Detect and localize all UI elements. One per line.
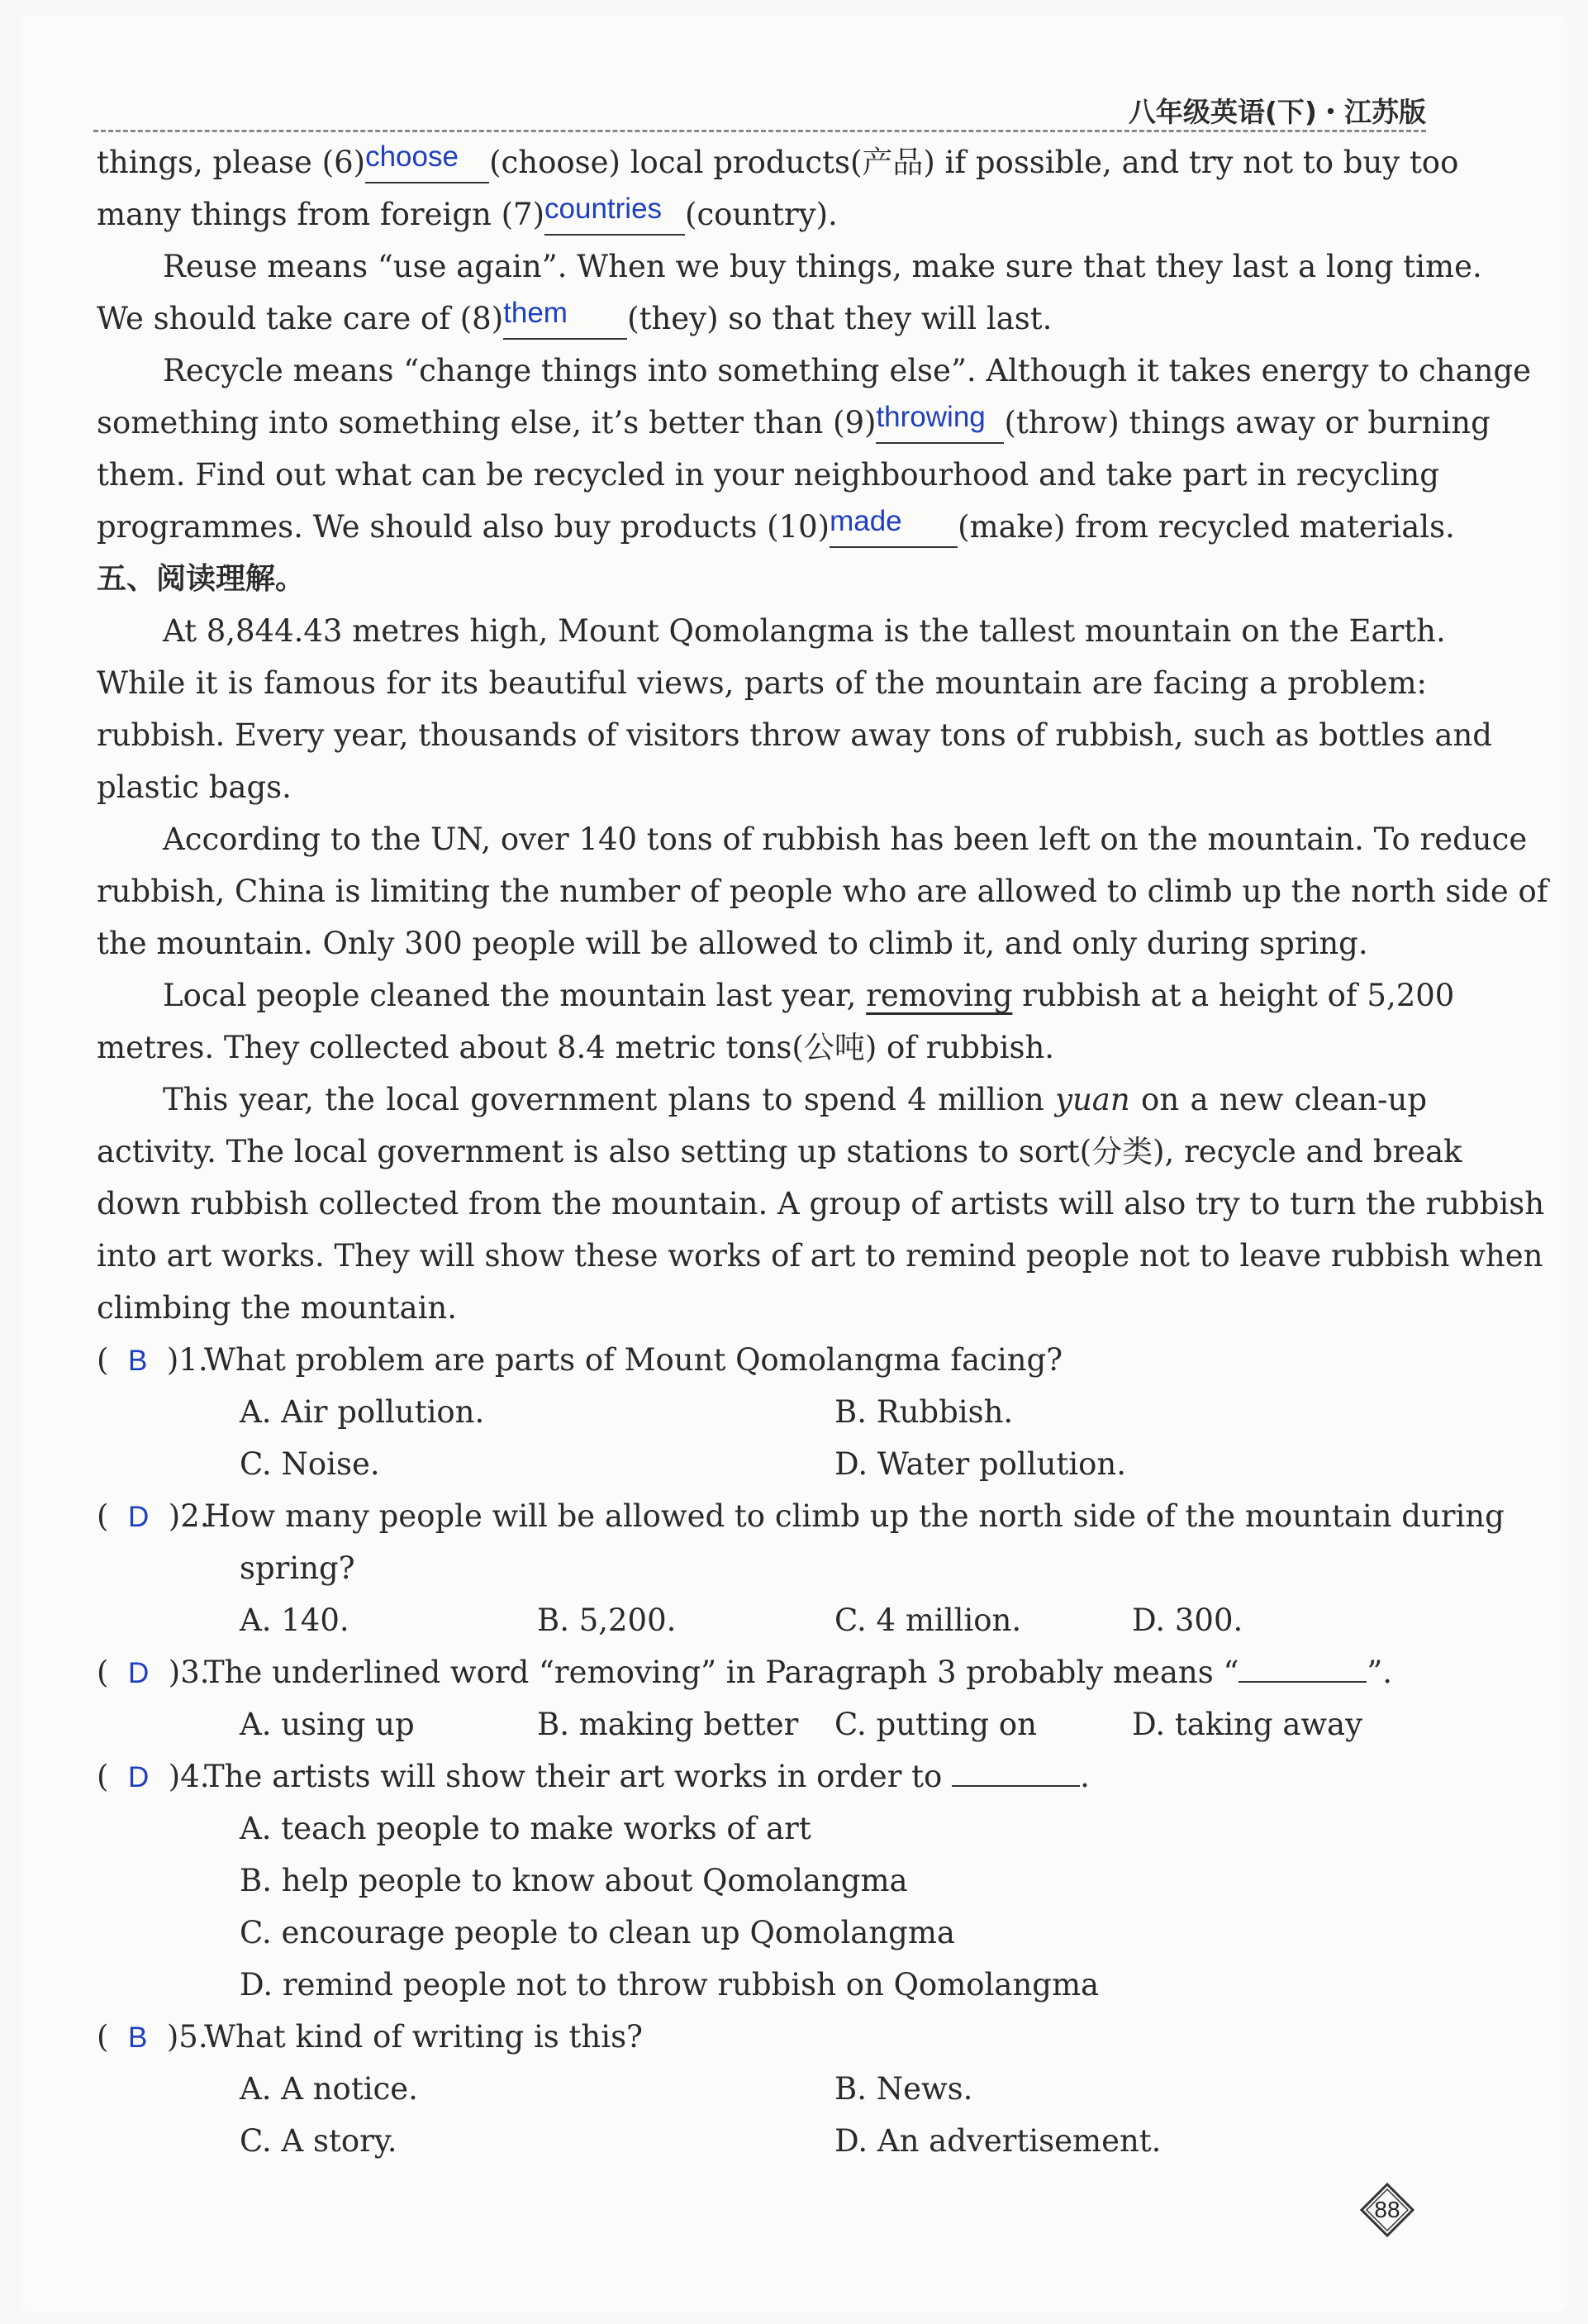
option-c[interactable]: C. A story.: [240, 2123, 397, 2159]
question-3: [97, 1646, 1427, 1698]
options-row: [97, 1698, 1427, 1750]
options-row: [97, 1386, 1427, 1438]
reading-line: down rubbish collected from the mountain. A group of artists will also try to turn the rubbish: [97, 1186, 1545, 1222]
answer-blank-9[interactable]: throwing: [876, 405, 1004, 444]
reading-line: rubbish. Every year, thousands of visitors throw away tons of rubbish, such as bottles and: [97, 717, 1492, 753]
options-row: [97, 1855, 1427, 1907]
passage-line: programmes. We should also buy products (10)made (make) from recycled materials.: [97, 501, 1427, 553]
reading-line: rubbish, China is limiting the number of people who are allowed to climb up the north side of: [97, 874, 1548, 909]
options-row: [97, 2115, 1427, 2167]
reading-line: climbing the mountain.: [97, 1290, 457, 1326]
option-b[interactable]: B. News.: [834, 2071, 973, 2107]
reading-line: According to the UN, over 140 tons of rubbish has been left on the mountain. To reduce: [163, 821, 1528, 857]
question-2-cont: [97, 1542, 1427, 1594]
reading-line: the mountain. Only 300 people will be allowed to climb it, and only during spring.: [97, 926, 1368, 961]
reading-line: activity. The local government is also setting up stations to sort(分类), recycle and break: [97, 1134, 1462, 1169]
question-text: The underlined word “removing” in Paragraph 3 probably means “ ”.: [204, 1655, 1393, 1690]
option-b[interactable]: B. Rubbish.: [834, 1394, 1014, 1430]
header-divider: [93, 130, 1426, 132]
question-text: spring?: [240, 1550, 355, 1586]
underlined-word: removing: [866, 978, 1013, 1013]
passage-line: things, please (6)choose (choose) local products(产品) if possible, and try not to buy too: [97, 136, 1427, 188]
question-text: The artists will show their art works in order to .: [204, 1759, 1090, 1794]
answer-blank[interactable]: [1239, 1681, 1367, 1683]
option-d[interactable]: D. An advertisement.: [834, 2123, 1162, 2159]
options-row: [97, 1907, 1427, 1959]
page-number-badge: [1359, 2182, 1415, 2238]
passage-line: many things from foreign (7)countries (country).: [97, 188, 1427, 240]
option-c[interactable]: C. Noise.: [240, 1446, 380, 1482]
passage-line: them. Find out what can be recycled in your neighbourhood and take part in recycling: [97, 457, 1439, 493]
option-d[interactable]: D. 300.: [1132, 1603, 1243, 1638]
passage-line: Recycle means “change things into something else”. Although it takes energy to change: [163, 353, 1532, 388]
reading-line: At 8,844.43 metres high, Mount Qomolangma is the tallest mountain on the Earth.: [163, 613, 1446, 649]
option-d[interactable]: D. remind people not to throw rubbish on Qomolangma: [240, 1967, 1100, 2003]
answer-blank-6[interactable]: choose: [365, 145, 489, 183]
option-b[interactable]: B. help people to know about Qomolangma: [240, 1863, 908, 1898]
reading-line: Local people cleaned the mountain last year, removing rubbish at a height of 5,200: [163, 978, 1455, 1013]
option-a[interactable]: A. using up: [240, 1707, 415, 1742]
options-row: [97, 1594, 1427, 1646]
question-1: [97, 1334, 1427, 1386]
question-2: [97, 1490, 1505, 1542]
reading-line: plastic bags.: [97, 769, 292, 805]
options-row: [97, 1959, 1427, 2011]
reading-line: metres. They collected about 8.4 metric tons(公吨) of rubbish.: [97, 1030, 1055, 1065]
answer-bracket[interactable]: ( B )5.: [97, 2019, 208, 2055]
reading-line: While it is famous for its beautiful views, parts of the mountain are facing a problem:: [97, 665, 1427, 701]
option-b[interactable]: B. 5,200.: [537, 1603, 677, 1638]
question-text: What kind of writing is this?: [204, 2019, 643, 2055]
section-title: 五、阅读理解。: [97, 562, 306, 596]
passage-line: We should take care of (8)them (they) so that they will last.: [97, 293, 1427, 345]
content: [97, 136, 1548, 2167]
option-a[interactable]: A. 140.: [240, 1603, 349, 1638]
options-row: [97, 2063, 1427, 2115]
option-c[interactable]: C. 4 million.: [834, 1603, 1022, 1638]
answer-bracket[interactable]: ( B )1.: [97, 1342, 208, 1378]
question-5: [97, 2011, 1427, 2063]
options-row: [97, 1438, 1427, 1490]
question-4: [97, 1750, 1427, 1803]
answer-bracket[interactable]: ( D )4.: [97, 1759, 210, 1794]
reading-line: into art works. They will show these works of art to remind people not to leave rubbish when: [97, 1238, 1543, 1274]
answer-blank-7[interactable]: countries: [544, 197, 685, 236]
option-c[interactable]: C. putting on: [834, 1707, 1037, 1742]
option-a[interactable]: A. teach people to make works of art: [240, 1811, 811, 1846]
answer-blank-8[interactable]: them: [503, 301, 627, 340]
option-b[interactable]: B. making better: [537, 1707, 799, 1742]
option-c[interactable]: C. encourage people to clean up Qomolangma: [240, 1915, 955, 1950]
question-text: How many people will be allowed to climb up the north side of the mountain during: [204, 1498, 1505, 1534]
answer-bracket[interactable]: ( D )2.: [97, 1498, 210, 1534]
answer-bracket[interactable]: ( D )3.: [97, 1655, 210, 1690]
page-number: 88: [1374, 2197, 1400, 2222]
question-text: What problem are parts of Mount Qomolangma facing?: [204, 1342, 1063, 1378]
option-d[interactable]: D. Water pollution.: [834, 1446, 1126, 1482]
passage-line: Reuse means “use again”. When we buy things, make sure that they last a long time.: [163, 249, 1482, 284]
option-a[interactable]: A. Air pollution.: [240, 1394, 485, 1430]
reading-line: This year, the local government plans to spend 4 million yuan on a new clean-up: [163, 1082, 1428, 1117]
answer-blank-10[interactable]: made: [830, 509, 958, 548]
option-d[interactable]: D. taking away: [1132, 1707, 1363, 1742]
option-a[interactable]: A. A notice.: [240, 2071, 418, 2107]
passage-line: something into something else, it’s better than (9)throwing (throw) things away or burning: [97, 397, 1427, 449]
page-header: 八年级英语(下)・江苏版: [1128, 96, 1426, 128]
answer-blank[interactable]: [952, 1785, 1080, 1787]
options-row: [97, 1803, 1427, 1855]
